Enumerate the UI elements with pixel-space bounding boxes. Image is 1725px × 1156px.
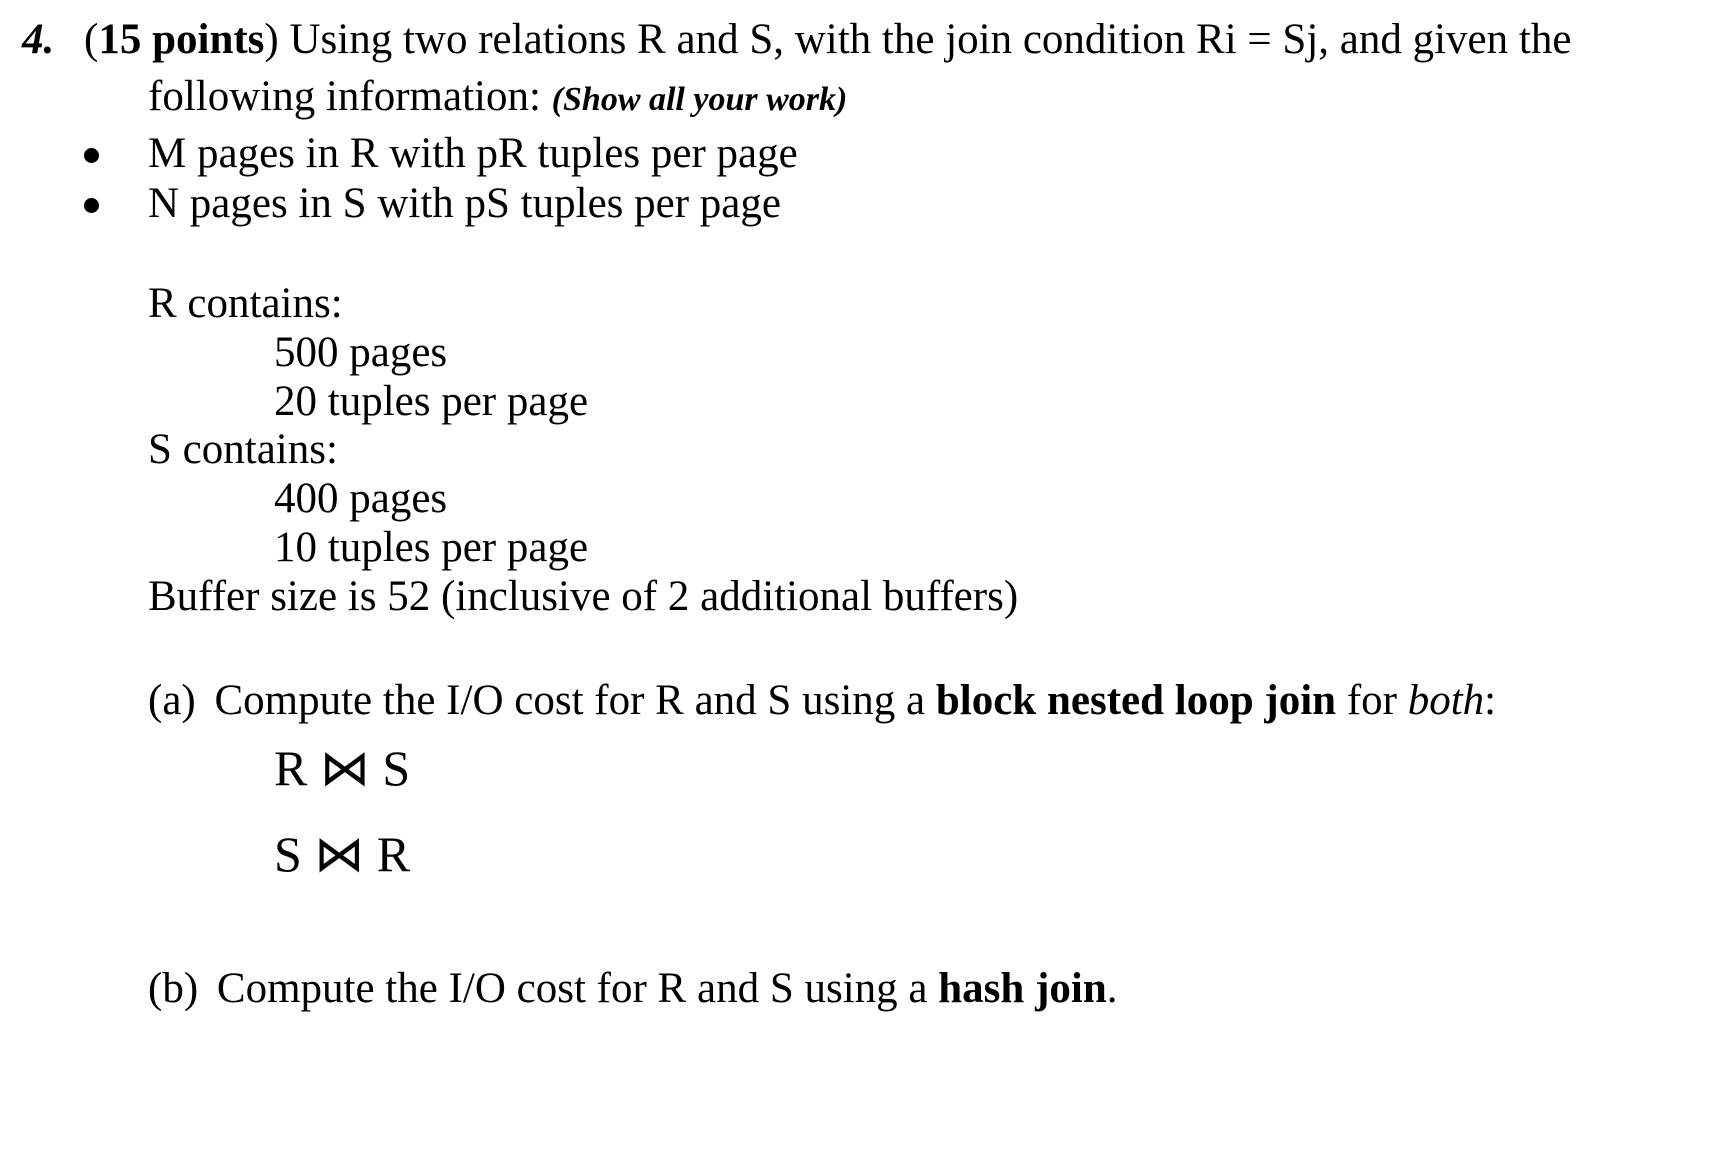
part-b-text-end: . — [1106, 965, 1118, 1012]
part-a-text: Compute the I/O cost for R and S using a — [214, 677, 936, 724]
points-close-paren: ) — [264, 16, 279, 63]
part-b-bold-term: hash join — [938, 965, 1107, 1012]
question-intro-line — [84, 18, 1571, 61]
r-contains-heading: R contains: — [148, 280, 343, 327]
part-a-italic-term: both — [1407, 677, 1485, 724]
part-b-label: (b) — [148, 965, 199, 1012]
join-s-r: S ⋈ R — [274, 826, 411, 882]
r-pages: 500 pages — [274, 329, 448, 376]
question-intro-continuation — [148, 75, 847, 118]
question-intro-text: Using two relations R and S, with the join condition Ri = Sj, and given the — [278, 16, 1572, 63]
part-a-text-end: : — [1484, 677, 1497, 724]
r-tuples-per-page: 20 tuples per page — [274, 378, 589, 425]
s-contains-heading: S contains: — [148, 426, 338, 473]
points-open-paren: ( — [84, 16, 99, 63]
bullet-icon — [84, 198, 99, 213]
bullet-item-r: M pages in R with pR tuples per page — [148, 130, 798, 177]
points-label: 15 points — [98, 16, 265, 63]
s-pages: 400 pages — [274, 475, 448, 522]
part-b-question — [148, 967, 1118, 1010]
bullet-item-s: N pages in S with pS tuples per page — [148, 180, 781, 227]
show-work-note: (Show all your work) — [551, 81, 848, 118]
buffer-size: Buffer size is 52 (inclusive of 2 additional buffers) — [148, 573, 1019, 620]
part-a-text-mid: for — [1336, 677, 1408, 724]
part-a-question — [148, 679, 1496, 722]
s-tuples-per-page: 10 tuples per page — [274, 524, 589, 571]
part-b-text: Compute the I/O cost for R and S using a — [216, 965, 939, 1012]
question-intro-cont-text: following information: — [148, 73, 552, 120]
part-a-bold-term: block nested loop join — [935, 677, 1337, 724]
join-r-s: R ⋈ S — [274, 740, 411, 796]
bullet-icon — [84, 148, 99, 163]
question-number: 4. — [22, 16, 55, 63]
part-a-label: (a) — [148, 677, 196, 724]
